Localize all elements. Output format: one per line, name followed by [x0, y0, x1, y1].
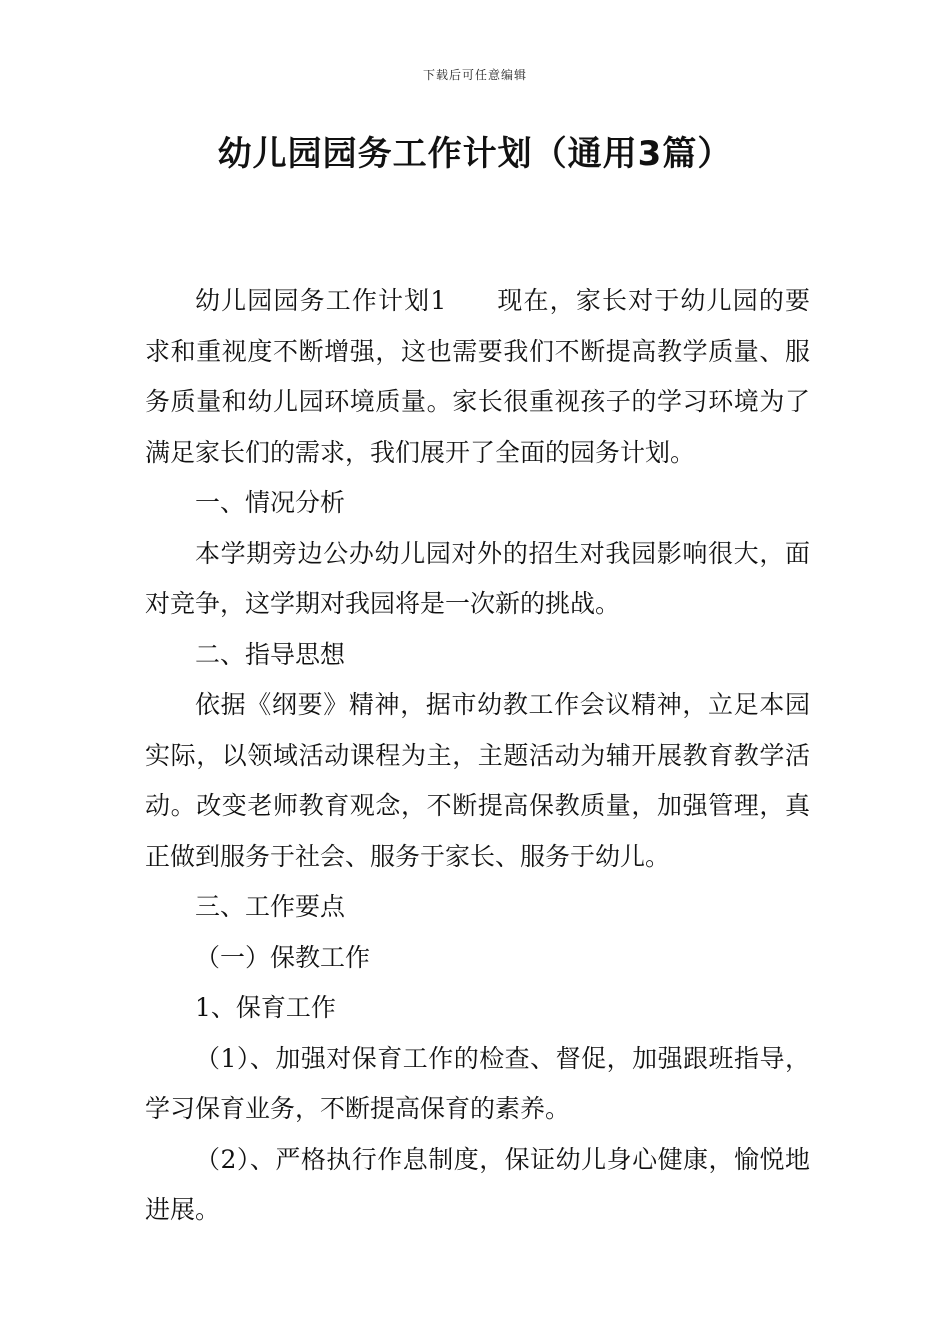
- document-title: 幼儿园园务工作计划（通用3篇）: [217, 134, 733, 174]
- paragraph-analysis: 本学期旁边公办幼儿园对外的招生对我园影响很大，面对竞争，这学期对我园将是一次新的挑战。: [145, 538, 810, 618]
- section-heading-analysis: 一、情况分析: [195, 488, 346, 517]
- section-heading-key-points: 三、工作要点: [195, 892, 346, 921]
- section-heading-guidance: 二、指导思想: [195, 639, 346, 669]
- header-note: 下载后可任意编辑: [422, 68, 527, 82]
- item-heading-childcare: 1、保育工作: [195, 993, 336, 1022]
- list-item-2: （2）、严格执行作息制度，保证幼儿身心健康，愉悦地进展。: [145, 1144, 810, 1224]
- paragraph-guidance: 依据《纲要》精神，据市幼教工作会议精神，立足本园实际，以领域活动课程为主，主题活动为辅开展教育教学活动。改变老师教育观念，不断提高保教质量，加强管理，真正做到服务于社会、服务于家长、服务于幼儿。: [145, 690, 810, 871]
- intro-text: 现在，家长对于幼儿园的要求和重视度不断增强，这也需要我们不断提高教学质量、服务质量和幼儿园环境质量。家长很重视孩子的学习环境为了满足家长们的需求，我们展开了全面的园务计划。: [145, 286, 810, 467]
- intro-heading: 幼儿园园务工作计划1: [195, 286, 447, 315]
- document-body: [145, 276, 810, 1236]
- subsection-heading-care-education: （一）保教工作: [195, 942, 371, 972]
- paragraph-intro: [145, 276, 810, 478]
- list-item-1: （1）、加强对保育工作的检查、督促，加强跟班指导，学习保育业务，不断提高保育的素养。: [145, 1043, 810, 1123]
